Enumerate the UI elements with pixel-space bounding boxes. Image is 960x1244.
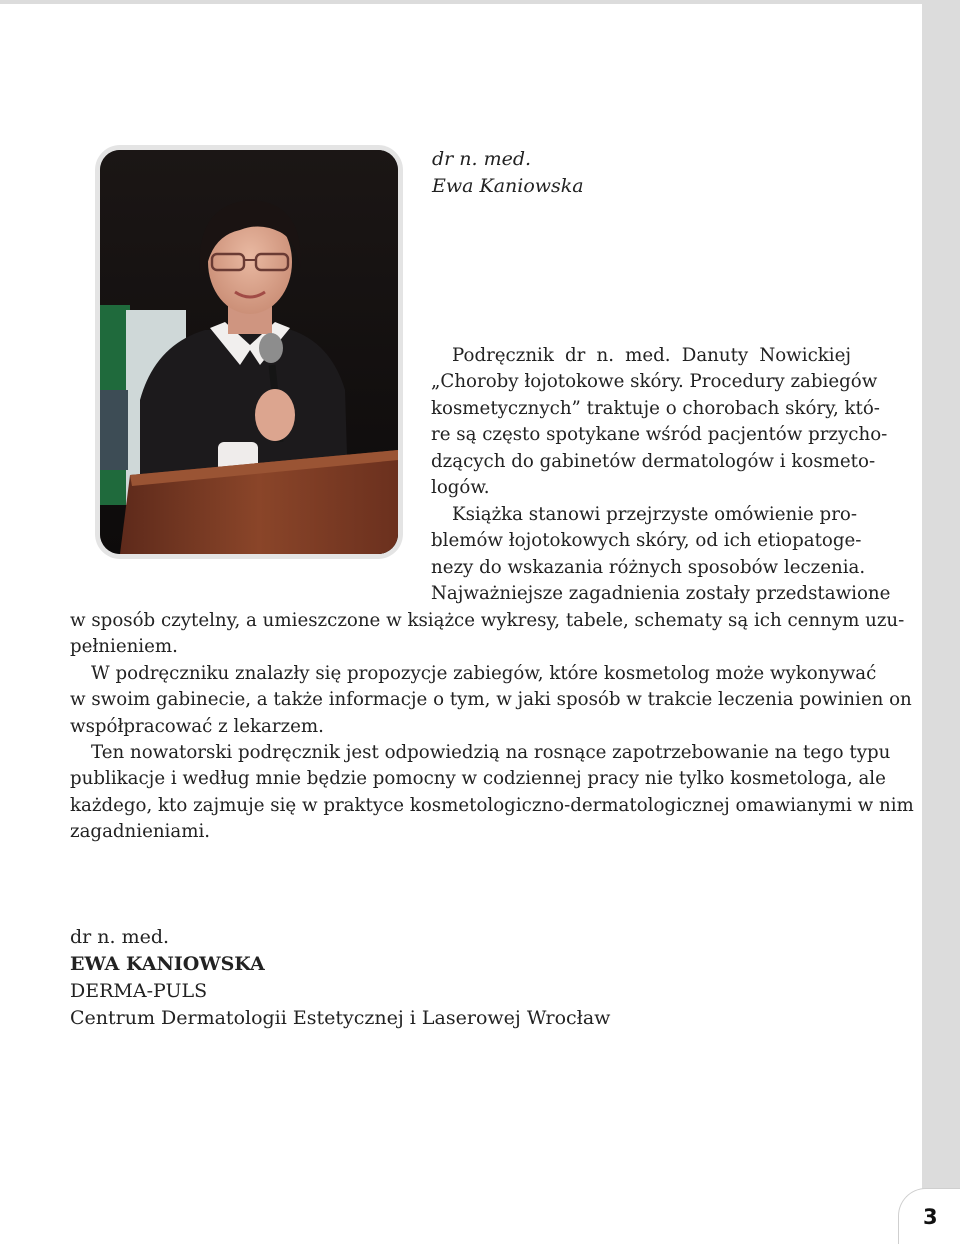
text-line: dzących do gabinetów dermatologów i kosmeto-	[431, 451, 876, 472]
text-line: w swoim gabinecie, a także informacje o tym, w jaki sposób w trakcie leczenia powinien on	[70, 689, 912, 710]
text-line: każdego, kto zajmuje się w praktyce kosmetologiczno-dermatologicznej omawianymi w nim	[70, 795, 914, 816]
text-line: nezy do wskazania różnych sposobów leczenia.	[431, 557, 866, 578]
signature-name: EWA KANIOWSKA	[70, 953, 265, 975]
author-header	[432, 146, 584, 200]
text-line: w sposób czytelny, a umieszczone w książce wykresy, tabele, schematy są ich cennym uzu-	[70, 610, 905, 631]
text-line: pełnieniem.	[70, 636, 178, 657]
author-degree: dr n. med.	[432, 148, 532, 170]
text-line: współpracować z lekarzem.	[70, 716, 324, 737]
text-line: re są często spotykane wśród pacjentów przycho-	[431, 424, 888, 445]
signature-block	[70, 924, 610, 1032]
signature-degree: dr n. med.	[70, 926, 170, 948]
text-line: zagadnieniami.	[70, 821, 211, 842]
page-number-tab	[898, 1188, 960, 1244]
text-line: „Choroby łojotokowe skóry. Procedury zabiegów	[431, 371, 878, 392]
signature-center: Centrum Dermatologii Estetycznej i Laserowej Wrocław	[70, 1007, 611, 1029]
author-portrait-photo	[100, 150, 398, 554]
text-line: W podręczniku znalazły się propozycje zabiegów, które kosmetolog może wykonywać	[91, 663, 877, 684]
text-line: publikacje i według mnie będzie pomocny w codziennej pracy nie tylko kosmetologa, ale	[70, 768, 886, 789]
text-line: Książka stanowi przejrzyste omówienie pro-	[452, 504, 857, 525]
text-line: logów.	[431, 477, 490, 498]
text-line: Ten nowatorski podręcznik jest odpowiedzią na rosnące zapotrzebowanie na tego typu	[91, 742, 891, 763]
author-name: Ewa Kaniowska	[432, 175, 584, 197]
text-line: Podręcznik dr n. med. Danuty Nowickiej	[452, 345, 851, 366]
portrait-illustration	[100, 150, 398, 554]
signature-clinic: DERMA-PULS	[70, 980, 208, 1002]
text-line: blemów łojotokowych skóry, od ich etiopatoge-	[431, 530, 862, 551]
page-number: 3	[923, 1204, 938, 1229]
page-frame-side	[922, 0, 960, 1244]
text-line: kosmetycznych” traktuje o chorobach skóry, któ-	[431, 398, 880, 419]
text-line: Najważniejsze zagadnienia zostały przedstawione	[431, 583, 891, 604]
